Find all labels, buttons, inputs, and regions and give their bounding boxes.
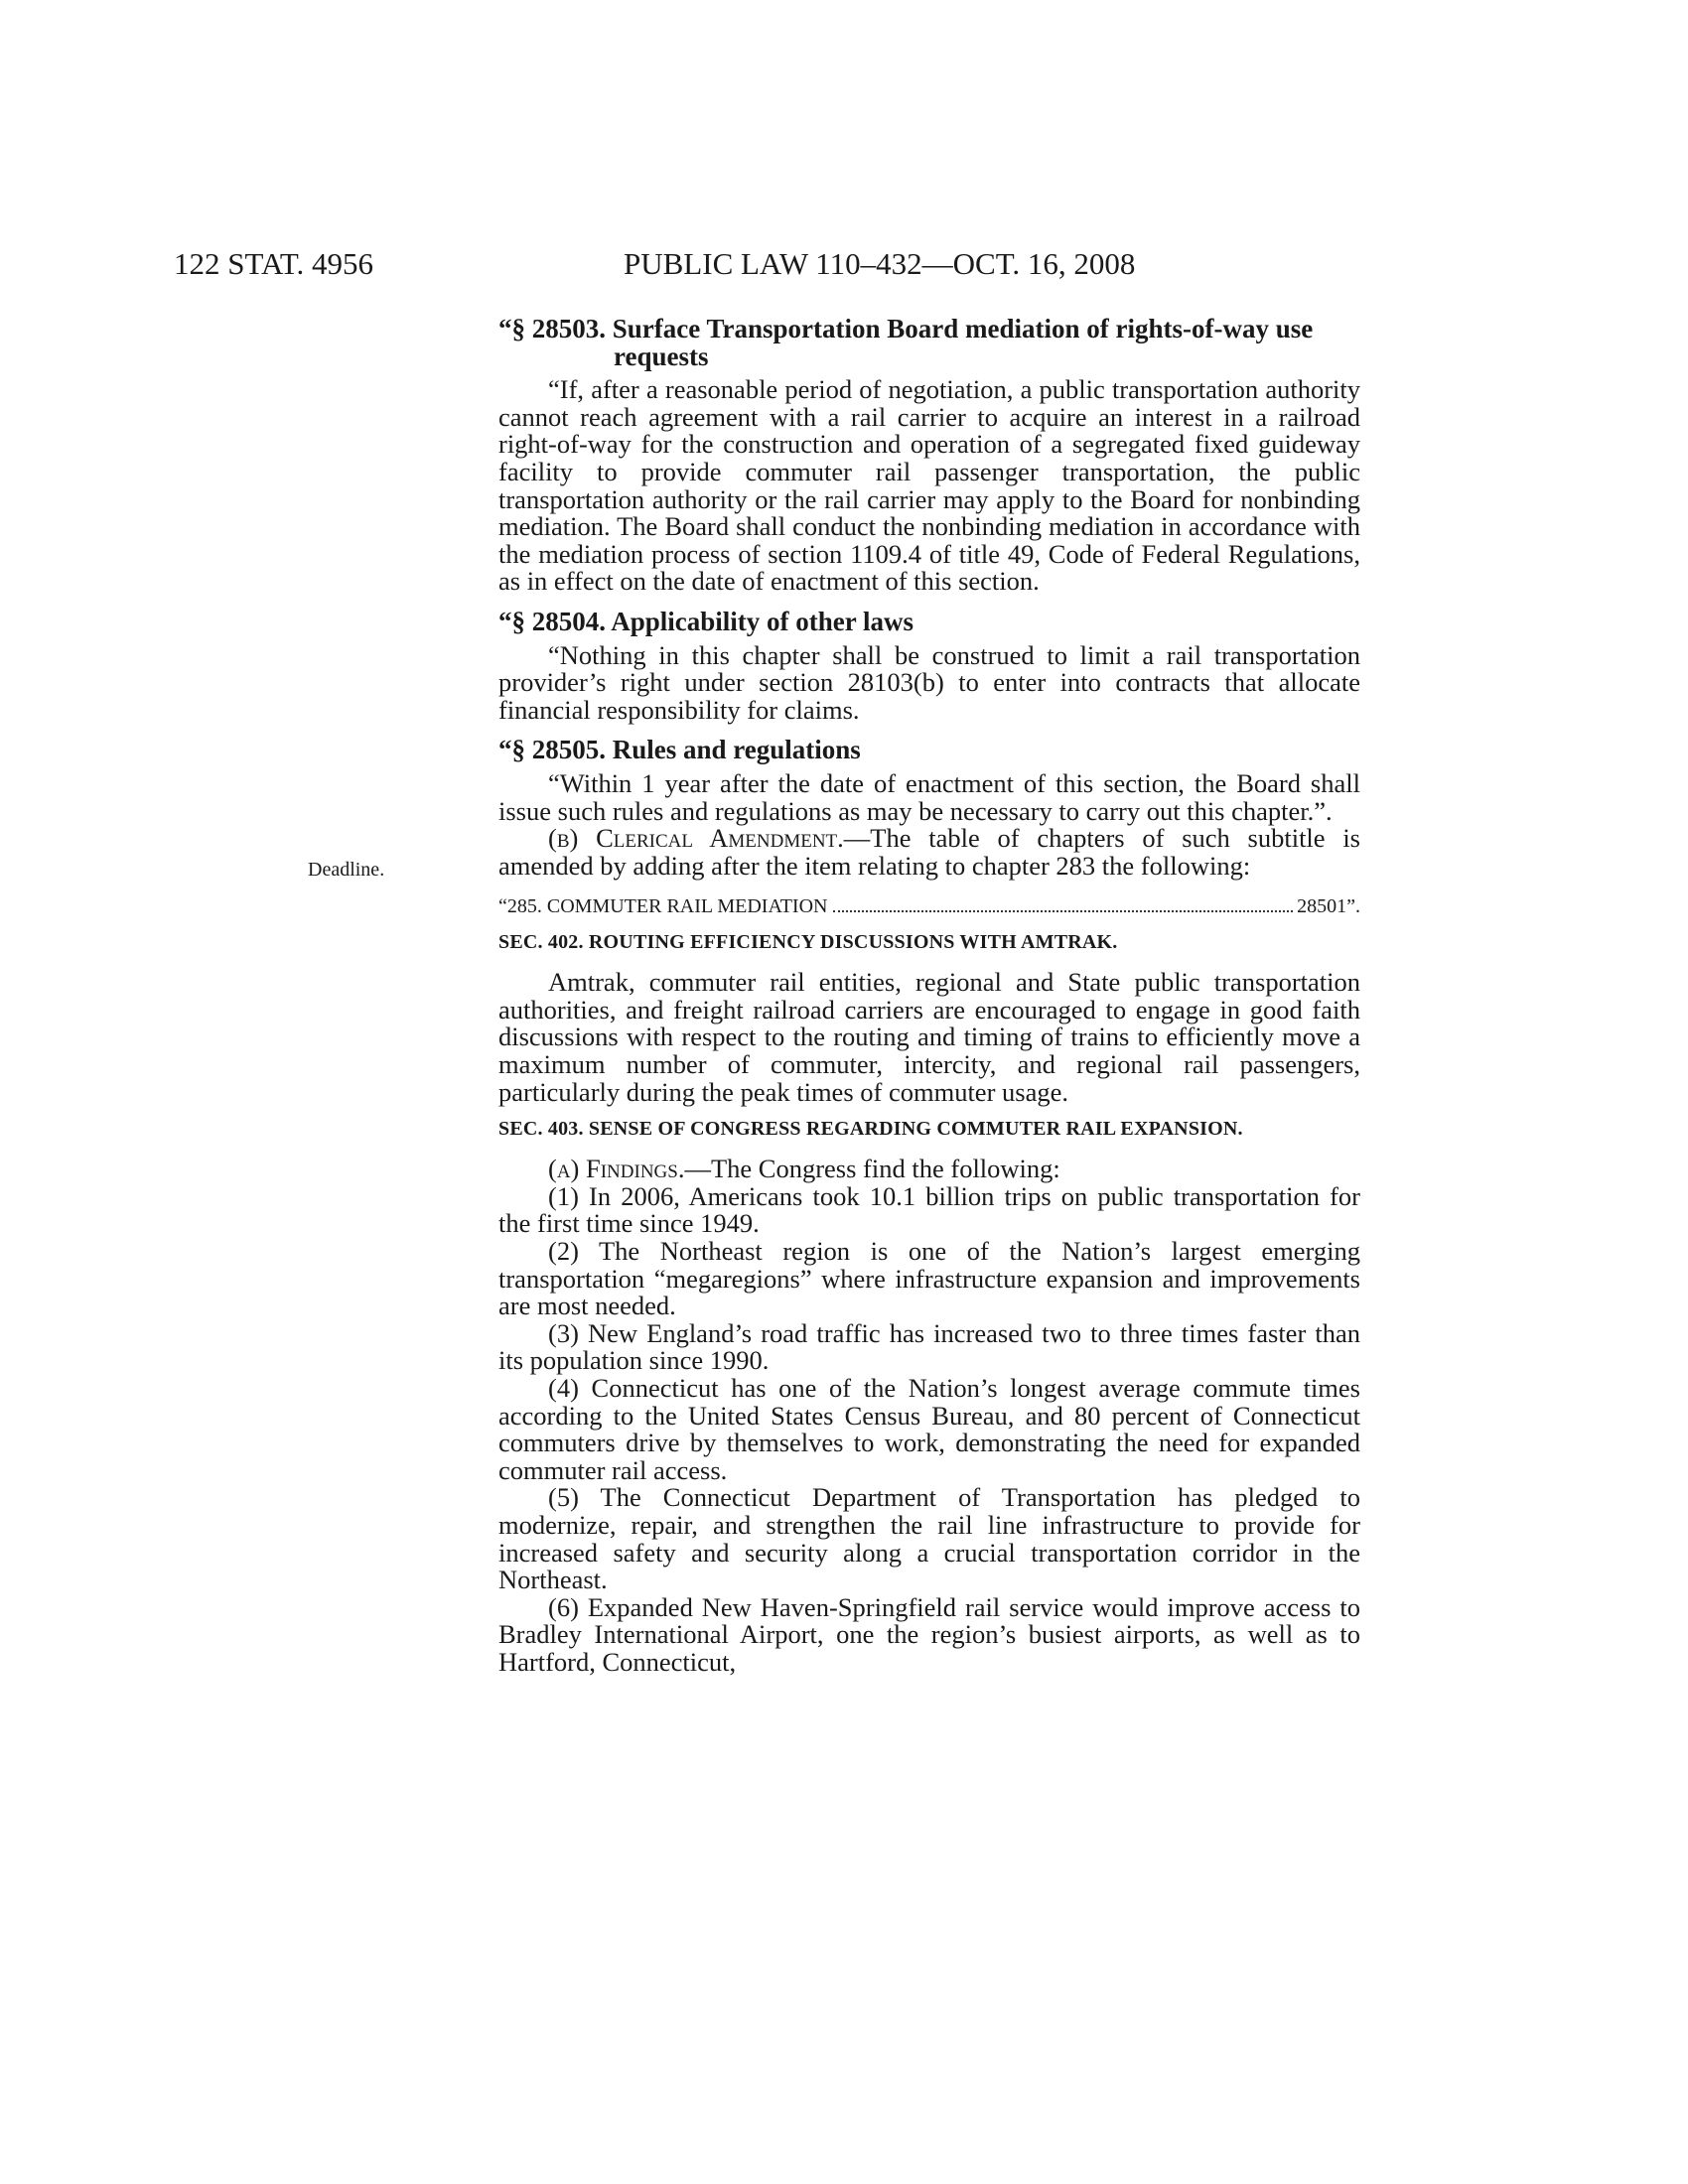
section-28503-text: “If, after a reasonable period of negotiation, a public transportation authority cannot reach agreement with a rail carrier to acquire an interest in a railroad right-of-way for the construction and operation of a segregated fixed guideway facility to provide commuter rail passenger transportation, the public transportation authority or the rail carrier may apply to the Board for nonbinding mediation. The Board shall conduct the nonbinding mediation in accordance with the mediation process of section 1109.4 of title 49, Code of Federal Regulations, as in effect on the date of enactment of this section. — [498, 374, 1360, 597]
body-column — [498, 316, 1360, 1677]
finding-item: (2) The Northeast region is one of the Nation’s largest emerging transportation “megaregions” where infrastructure expansion and improvements are most needed. — [498, 1236, 1360, 1321]
section-403-heading: SEC. 403. SENSE OF CONGRESS REGARDING COMMUTER RAIL EXPANSION. — [498, 1118, 1243, 1141]
table-of-chapters-entry — [498, 893, 1360, 919]
finding-item: (6) Expanded New Haven-Springfield rail service would improve access to Bradley International Airport, one the region’s busiest airports, as well as to Hartford, Connecticut, — [498, 1591, 1360, 1677]
section-28505-text: “Within 1 year after the date of enactment of this section, the Board shall issue such rules and regulations as may be necessary to carry out this chapter.”. — [498, 767, 1360, 826]
section-28504-text: “Nothing in this chapter shall be construed to limit a rail transportation provider’s right under section 28103(b) to enter into contracts that allocate financial responsibility for claims. — [498, 639, 1360, 725]
finding-item: (3) New England’s road traffic has increased two to three times faster than its population since 1990. — [498, 1317, 1360, 1376]
page-header — [174, 244, 1216, 284]
findings-label: (a) Findings. — [548, 1154, 685, 1184]
findings-text: —The Congress find the following: — [684, 1154, 1060, 1184]
toc-dot-leader — [833, 910, 1293, 912]
section-28505-heading: “§ 28505. Rules and regulations — [498, 735, 861, 765]
section-28503-heading: “§ 28503. Surface Transportation Board mediation of rights-of-way use requests — [498, 314, 1314, 371]
clerical-amendment-text: —The table of chapters of such subtitle is amended by adding after the item relating to chapter 283 the following: — [498, 823, 1360, 881]
finding-item: (4) Connecticut has one of the Nation’s longest average commute times according to the United States Census Bureau, and 80 percent of Connecticut commuters drive by themselves to work, demonstrating the need for expanded commuter rail access. — [498, 1373, 1360, 1485]
findings-paragraph — [498, 1156, 1360, 1183]
public-law-reference: PUBLIC LAW 110–432—OCT. 16, 2008 — [624, 246, 1136, 281]
margin-note-deadline: Deadline. — [308, 859, 385, 881]
finding-item: (5) The Connecticut Department of Transportation has pledged to modernize, repair, and strengthen the rail line infrastructure to provide for increased safety and security along a crucial transportation corridor in the Northeast. — [498, 1482, 1360, 1595]
clerical-amendment-label: (b) Clerical Amendment. — [548, 823, 844, 854]
statute-page-reference: 122 STAT. 4956 — [174, 246, 374, 281]
findings-list — [498, 1180, 1360, 1677]
section-402-text: Amtrak, commuter rail entities, regional and State public transportation authorities, and freight railroad carriers are encouraged to engage in good faith discussions with respect to the routing and timing of trains to efficiently move a maximum number of commuter, intercity, and regional rail passengers, particularly during the peak times of commuter usage. — [498, 967, 1360, 1107]
clerical-amendment-paragraph — [498, 825, 1360, 880]
toc-entry-page: 28501”. — [1297, 895, 1360, 918]
section-402-heading: SEC. 402. ROUTING EFFICIENCY DISCUSSIONS WITH AMTRAK. — [498, 931, 1118, 954]
toc-entry-label: “285. COMMUTER RAIL MEDIATION — [498, 895, 828, 918]
section-28504-heading: “§ 28504. Applicability of other laws — [498, 606, 914, 636]
finding-item: (1) In 2006, Americans took 10.1 billion trips on public transportation for the first time since 1949. — [498, 1180, 1360, 1239]
